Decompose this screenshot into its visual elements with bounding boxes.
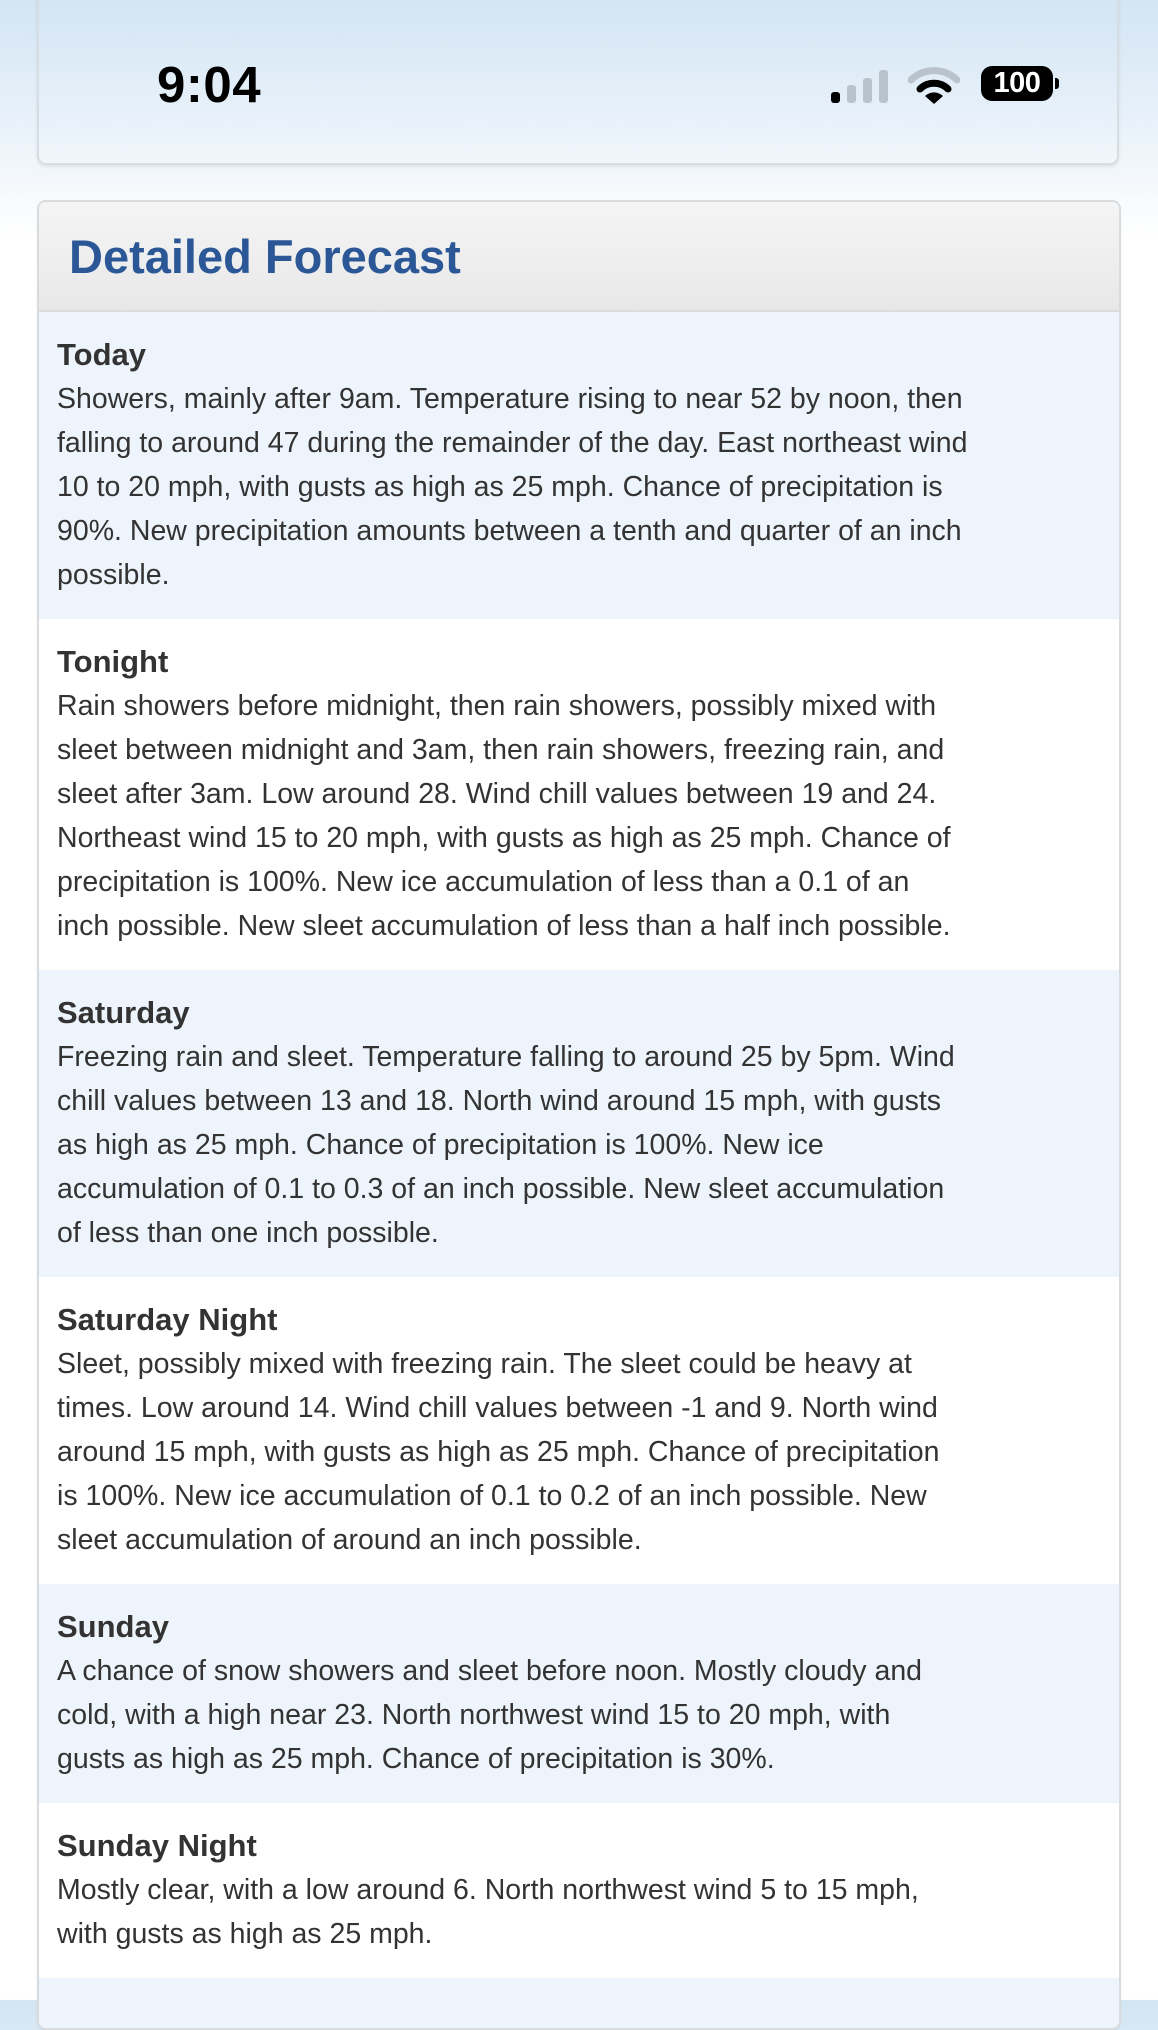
forecast-period-label: Sunday Night (57, 1828, 257, 1863)
forecast-period-label: Today (57, 337, 146, 372)
forecast-description-line: possible. (57, 559, 170, 591)
forecast-description-line: precipitation is 100%. New ice accumulation of less than a 0.1 of an (57, 866, 910, 898)
forecast-description-line: Sleet, possibly mixed with freezing rain. The sleet could be heavy at (57, 1348, 912, 1380)
battery-indicator: 100 (981, 66, 1053, 101)
forecast-row (39, 1803, 1119, 1978)
forecast-description-line: of less than one inch possible. (57, 1217, 439, 1249)
forecast-description-line: around 15 mph, with gusts as high as 25 mph. Chance of precipitation (57, 1436, 940, 1468)
cellular-signal-icon (831, 70, 889, 103)
forecast-description-line: Northeast wind 15 to 20 mph, with gusts as high as 25 mph. Chance of (57, 822, 951, 854)
signal-bar (863, 78, 872, 103)
forecast-description-line: Freezing rain and sleet. Temperature falling to around 25 by 5pm. Wind (57, 1041, 955, 1073)
forecast-description-line: sleet accumulation of around an inch possible. (57, 1524, 642, 1556)
forecast-description-line: chill values between 13 and 18. North wind around 15 mph, with gusts (57, 1085, 942, 1117)
wifi-icon (908, 66, 960, 106)
forecast-description-line: with gusts as high as 25 mph. (57, 1918, 433, 1950)
forecast-description-line: as high as 25 mph. Chance of precipitation is 100%. New ice (57, 1129, 824, 1161)
forecast-period-label: Saturday Night (57, 1302, 278, 1337)
forecast-description-line: cold, with a high near 23. North northwest wind 15 to 20 mph, with (57, 1699, 891, 1731)
signal-bar (847, 85, 856, 103)
forecast-period-label: Sunday (57, 1609, 169, 1644)
forecast-description-line: gusts as high as 25 mph. Chance of precipitation is 30%. (57, 1743, 775, 1775)
forecast-description-line: Showers, mainly after 9am. Temperature rising to near 52 by noon, then (57, 383, 963, 415)
forecast-description-line: A chance of snow showers and sleet before noon. Mostly cloudy and (57, 1655, 923, 1687)
forecast-description-line: is 100%. New ice accumulation of 0.1 to 0.2 of an inch possible. New (57, 1480, 927, 1512)
panel-header (39, 202, 1119, 312)
forecast-row (39, 1277, 1119, 1584)
status-time: 9:04 (157, 56, 262, 113)
forecast-list (39, 312, 1119, 2030)
forecast-row (39, 970, 1119, 1277)
forecast-description-line: 10 to 20 mph, with gusts as high as 25 mph. Chance of precipitation is (57, 471, 943, 503)
forecast-row (39, 619, 1119, 970)
signal-bar (879, 70, 888, 103)
forecast-description-line: sleet after 3am. Low around 28. Wind chill values between 19 and 24. (57, 778, 937, 810)
signal-bar (831, 92, 840, 103)
forecast-description-line: Mostly clear, with a low around 6. North northwest wind 5 to 15 mph, (57, 1874, 919, 1906)
forecast-row (39, 1584, 1119, 1803)
forecast-description-line: sleet between midnight and 3am, then rain showers, freezing rain, and (57, 734, 945, 766)
forecast-description-line: accumulation of 0.1 to 0.3 of an inch possible. New sleet accumulation (57, 1173, 945, 1205)
forecast-description-line: 90%. New precipitation amounts between a tenth and quarter of an inch (57, 515, 962, 547)
forecast-row (39, 1978, 1119, 2030)
forecast-description-line: Rain showers before midnight, then rain showers, possibly mixed with (57, 690, 937, 722)
detailed-forecast-panel (37, 200, 1121, 2030)
forecast-period-label: Tonight (57, 644, 169, 679)
forecast-description-line: falling to around 47 during the remainder of the day. East northeast wind (57, 427, 968, 459)
forecast-description-line: inch possible. New sleet accumulation of less than a half inch possible. (57, 910, 951, 942)
battery-icon (1055, 78, 1059, 89)
forecast-row (39, 312, 1119, 619)
forecast-description-line: times. Low around 14. Wind chill values between -1 and 9. North wind (57, 1392, 938, 1424)
page-title: Detailed Forecast (69, 230, 461, 283)
forecast-period-label: Saturday (57, 995, 190, 1030)
